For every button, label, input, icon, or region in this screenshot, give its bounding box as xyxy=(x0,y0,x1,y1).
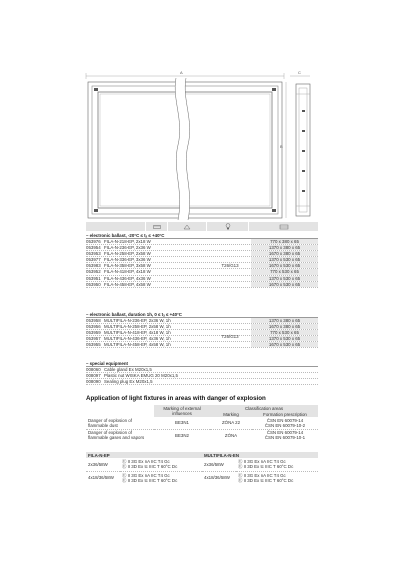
product-dimensions: 770 x 530 x 65 xyxy=(251,330,318,335)
product-name: MULTIFILA-N-458-EP, 4x58 W, 1h xyxy=(104,342,171,348)
wattage: 2x36/58W xyxy=(88,461,108,467)
product-dimensions: 1370 x 380 x 65 xyxy=(251,318,318,323)
product-dimensions: 770 x 530 x 65 xyxy=(251,269,318,274)
product-name: FILA-N-336-EP, 3x36 W xyxy=(104,257,151,263)
table-row xyxy=(86,379,318,385)
group-title: – electronic ballast, -20°C ≤ tₐ ≤ +40°C xyxy=(86,232,318,239)
column-header: Marking of external influences xyxy=(154,405,210,417)
ex-marking: Ⓔ II 3G Ex nA IIC T4 Gc Ⓔ II 3D Ex tc IIIC T 60°C Dc xyxy=(122,472,178,483)
product-code: 053951 xyxy=(86,275,101,281)
product-code: 053977 xyxy=(86,257,101,263)
product-code: 008097 xyxy=(86,373,101,379)
column-header: Marking xyxy=(210,411,252,417)
product-name: MULTIFILA-N-418-EP, 4x18 W, 1h xyxy=(104,330,171,336)
bulb-icon xyxy=(225,223,231,230)
product-name: Sealing plug Ex M20x1,5 xyxy=(104,379,153,385)
product-code: 053956 xyxy=(86,324,101,330)
product-dimensions: 1670 x 530 x 65 xyxy=(251,263,318,268)
column-header: MULTIFILA-N-EN xyxy=(202,452,318,458)
fila-marking-table xyxy=(86,452,318,484)
dimension-label-a: A xyxy=(180,70,183,75)
product-name: MULTIFILA-N-258-EP, 2x58 W, 1h xyxy=(104,324,171,330)
product-name: Plastic nut WISKA EMUG 20 M20x1,5 xyxy=(104,373,178,379)
ex-marking: Ⓔ II 3G Ex nA IIC T4 Gc Ⓔ II 3D Ex tc IIIC T 60°C Dc xyxy=(122,459,178,470)
ruler-icon xyxy=(153,224,161,230)
product-name: FILA-N-258-EP, 2x58 W xyxy=(104,251,151,257)
wattage: 4x18/36/58W xyxy=(88,475,114,481)
product-code: 008060 xyxy=(86,367,101,372)
product-code: 053958 xyxy=(86,318,101,323)
hazard-marking: BE3N1 xyxy=(175,420,189,426)
hazard-zone: ZÓNA 22 xyxy=(221,420,241,426)
special-equipment-group xyxy=(86,360,318,385)
lamp-type: T26/G13 xyxy=(221,263,239,268)
product-dimensions: 1670 x 380 x 65 xyxy=(251,324,318,329)
dimension-label-c: C xyxy=(298,70,301,75)
hazard-formation: ČSN EN 60079-14 ČSN EN 60079-10-2 xyxy=(264,417,306,428)
product-name: FILA-N-218-EP, 2x18 W xyxy=(104,239,151,244)
column-header: FILA-N-EP xyxy=(86,452,202,458)
product-dimensions: 1370 x 380 x 65 xyxy=(251,245,318,250)
lamp-type: T26/G13 xyxy=(221,334,239,339)
product-dimensions: 1670 x 380 x 65 xyxy=(251,251,318,256)
hazard-label: Danger of explosion of flammable dust xyxy=(88,417,132,428)
product-dimensions: 1670 x 530 x 65 xyxy=(251,282,318,287)
wattage: 2x36/58W xyxy=(204,461,224,467)
product-group-standard xyxy=(86,232,318,288)
wattage: 4x18/36/58W xyxy=(204,475,230,481)
product-code: 053950 xyxy=(86,281,101,287)
product-name: MULTIFILA-N-236-EP, 2x36 W, 1h xyxy=(104,318,171,323)
product-code: 053955 xyxy=(86,342,101,348)
section-title: Application of light fixtures in areas with danger of explosion xyxy=(86,395,266,402)
product-code: 053952 xyxy=(86,269,101,275)
product-group-emergency xyxy=(86,311,318,348)
product-name: FILA-N-418-EP, 4x18 W xyxy=(104,269,151,275)
product-dimensions: 1670 x 530 x 65 xyxy=(251,342,318,347)
product-name: FILA-N-236-EP, 2x36 W xyxy=(104,245,151,251)
product-code: 053957 xyxy=(86,336,101,342)
product-table-header xyxy=(86,222,318,231)
dimension-icon xyxy=(279,224,289,230)
table-row xyxy=(86,342,318,348)
hazard-formation: ČSN EN 60079-14 ČSN EN 60079-10-1 xyxy=(264,430,306,441)
explosion-classification-table xyxy=(86,405,318,441)
hazard-marking: BE3N2 xyxy=(175,432,189,438)
dimension-label-b: B xyxy=(280,144,283,149)
column-header: Formation prescription xyxy=(252,411,318,417)
product-code: 053954 xyxy=(86,245,101,251)
hazard-zone: ZÓNA xyxy=(224,432,238,438)
product-code: 053976 xyxy=(86,239,101,244)
table-row xyxy=(86,282,318,288)
product-dimensions: 1370 x 530 x 65 xyxy=(251,276,318,281)
hazard-label: Danger of explosion of flammable gases and vapors xyxy=(88,430,145,441)
product-code: 053959 xyxy=(86,330,101,336)
luminaire-technical-drawing xyxy=(84,70,322,220)
product-name: MULTIFILA-N-436-EP, 4x36 W, 1h xyxy=(104,336,171,342)
group-title: – electronic ballast, duration 1h, 0 ≤ tₐ ≤ +40°C xyxy=(86,311,318,318)
product-dimensions: 1370 x 530 x 65 xyxy=(251,336,318,341)
product-name: FILA-N-436-EP, 4x36 W xyxy=(104,275,151,281)
ex-marking: Ⓔ II 3G Ex nA IIC T4 Gc Ⓔ II 3D Ex tc IIIC T 60°C Dc xyxy=(238,459,294,470)
product-code: 008090 xyxy=(86,379,101,385)
product-code: 053983 xyxy=(86,263,101,269)
product-name: FILA-N-458-EP, 4x58 W xyxy=(104,281,151,287)
product-name: Cable gland Ex M20x1,5 xyxy=(104,367,152,372)
product-dimensions: 1370 x 530 x 65 xyxy=(251,257,318,262)
column-header: Classification areas xyxy=(210,405,318,411)
group-title: – special equipment xyxy=(86,360,318,367)
product-code: 053953 xyxy=(86,251,101,257)
ex-marking: Ⓔ II 3G Ex nA IIC T4 Gc Ⓔ II 3D Ex tc IIIC T 60°C Dc xyxy=(238,472,294,483)
lamp-icon xyxy=(183,224,191,230)
product-dimensions: 770 x 380 x 65 xyxy=(251,239,318,244)
product-name: FILA-N-358-EP, 3x58 W xyxy=(104,263,151,269)
